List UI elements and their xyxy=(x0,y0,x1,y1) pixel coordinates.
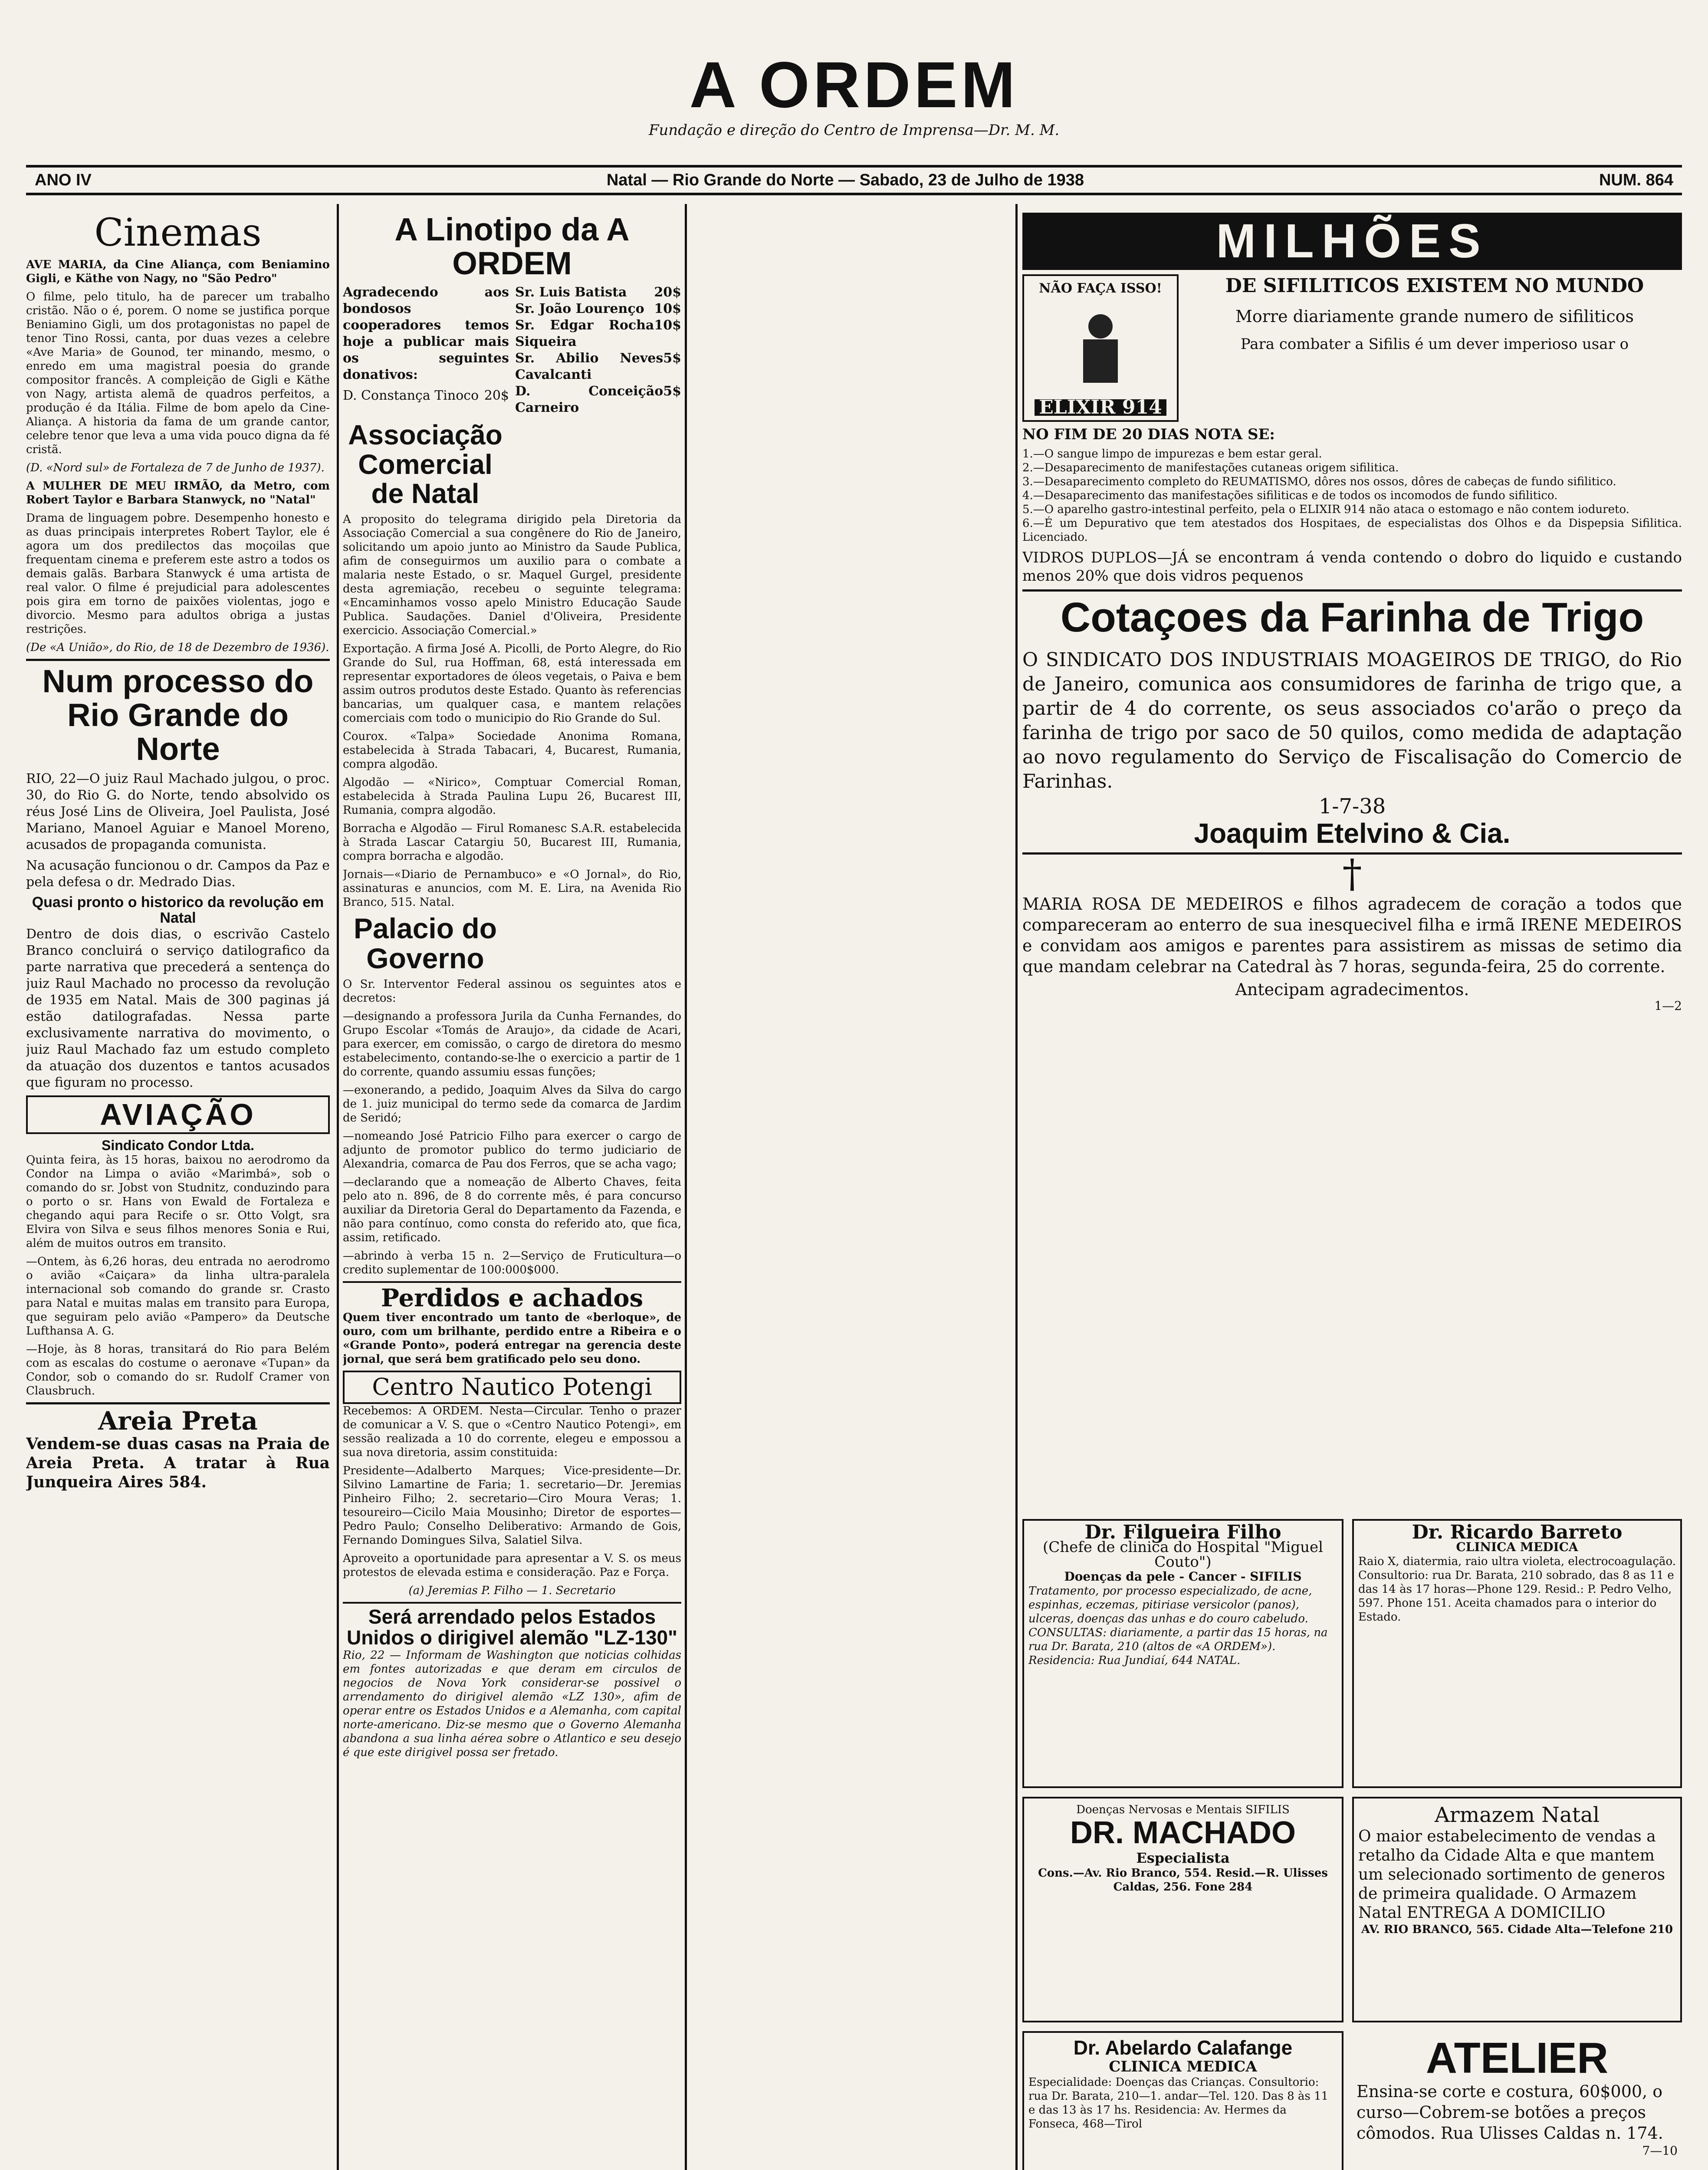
milhoes-banner: MILHÕES xyxy=(1022,213,1682,270)
donor-row xyxy=(343,388,509,404)
process-headline: Num processo do Rio Grande do Norte xyxy=(26,659,330,766)
ad-product: ELIXIR 914 xyxy=(1035,399,1166,416)
doctor-name: Dr. Ricardo Barreto xyxy=(1412,1521,1623,1543)
ad-list-item: 4.—Desaparecimento das manifestações sifiliticas e de todos os incomodos de fundo sifilitico. xyxy=(1022,489,1558,502)
donor-row xyxy=(515,317,681,350)
elixir-illustration xyxy=(1022,274,1179,422)
ad-list-item: 2.—Desaparecimento de manifestações cutaneas origem sifilitica. xyxy=(1022,461,1399,474)
ad-subheadline: Morre diariamente grande numero de sifiliticos xyxy=(1235,306,1634,326)
ad-list-item: 6.—É um Depurativo que tem atestados dos Hospitaes, de especialistas dos Olhos e da Dispepsia Sifilitica. Licenciado. xyxy=(1022,516,1682,544)
article-text: Rio, 22 — Informam de Washington que noticias colhidas em fontes autorizadas e que deram em circulos de negocios de Nova York considerar-se possivel o arrendamento do dirigivel alemão «LZ 130», afim de operar entre os Estados Unidos e a Alemanha, com capital norte-americano. Diz-se mesmo que o Governo Alemanha abandona a sua linha aérea sobre o Atlantico e seu desejo é que este dirigivel possa ser fretado. xyxy=(343,1648,681,1759)
issue-marker: 1—2 xyxy=(1654,999,1682,1013)
donor-name: Sr. Luis Batista xyxy=(515,285,627,300)
doctor-card xyxy=(1022,2031,1343,2170)
column-1 xyxy=(26,213,330,2170)
store-description: O maior estabelecimento de vendas a retalho da Cidade Alta e que mantem um selecionado sortimento de generos de primeira qualidade. O Armazem Natal ENTREGA A DOMICILIO xyxy=(1358,1828,1665,1922)
article-text: Presidente—Adalberto Marques; Vice-presidente—Dr. Silvino Lamartine de Faria; 1. secretario—Dr. Jeremias Pinheiro Filho; 2. secretario—Ciro Moura Veras; 1. tesoureiro—Cicilo Maia Mousinho; Diretor de esportes—Pedro Paulo; Conselho Deliberativo: Armando de Gois, Fernando Domingues Silva, Salatiel Silva. xyxy=(343,1464,681,1547)
store-address: AV. RIO BRANCO, 565. Cidade Alta—Telefone 210 xyxy=(1361,1923,1673,1936)
article-text: O Sr. Interventor Federal assinou os seguintes atos e decretos: xyxy=(343,977,681,1005)
classified-text: Vendem-se duas casas na Praia de Areia Preta. A tratar à Rua Junqueira Aires 584. xyxy=(26,1434,330,1491)
doctor-details: Cons.—Av. Rio Branco, 554. Resid.—R. Ulisses Caldas, 256. Fone 284 xyxy=(1038,1866,1328,1894)
article-text: Algodão — «Nirico», Comptuar Comercial Roman, estabelecida à Strada Paulina Lupu 26, Bucarest III, Rumania, compra algodão. xyxy=(343,776,681,817)
film-review-text: Drama de linguagem pobre. Desempenho honesto e as duas principais interpretes Robert Taylor, ele é agora um dos predilectos das moçoilas que frequentam cinema e preferem este astro a todos os demais galãs. Barbara Stanwyck é uma artista de real valor. O filme é prejudicial para adolescentes pois gira em torno de paixões violentas, jogo e divorcio. Mesmo para adultos obriga a justas restrições. xyxy=(26,512,330,636)
donor-value: 10$ xyxy=(654,301,681,317)
lost-found-heading: Perdidos e achados xyxy=(343,1281,681,1311)
ad-marker: 7—10 xyxy=(1642,2144,1678,2158)
donor-value: 20$ xyxy=(484,388,509,404)
atelier-heading: ATELIER xyxy=(1426,2034,1609,2082)
flour-notice: O SINDICATO DOS INDUSTRIAIS MOAGEIROS DE TRIGO, do Rio de Janeiro, comunica aos consumidores de farinha de trigo que, a partir de 4 do corrente, os seus associados co'arão o preço da farinha de trigo por saco de 50 quilos, como medida de adaptação ao novo regulamento do Serviço de Fiscalisação do Comercio de Farinhas. xyxy=(1022,649,1682,793)
donor-name: Sr. João Lourenço xyxy=(515,301,644,317)
article-text: Aproveito a oportunidade para apresentar a V. S. os meus protestos de elevada estima e consideração. Paz e Força. xyxy=(343,1552,681,1579)
notice-date: 1-7-38 xyxy=(1318,794,1386,819)
column-2 xyxy=(343,213,681,2170)
article-text: Exportação. A firma José A. Picolli, de Porto Alegre, do Rio Grande do Sul, rua Hoffman, 68, está interessada em representar exportadores de óleos vegetais, o Paiva e bem assim outros produtos deste Estado. Quanto às referencias bancarias, um qualquer casa, e mantem relações comerciais com todo o municipio do Rio Grande do Sul. xyxy=(343,642,681,725)
column-rule xyxy=(337,204,339,2170)
film-review-source: (D. «Nord sul» de Fortaleza de 7 de Junho de 1937). xyxy=(26,461,325,475)
doctor-specialty: Doenças Nervosas e Mentais SIFILIS xyxy=(1076,1803,1290,1816)
ad-list-title: NO FIM DE 20 DIAS NOTA SE: xyxy=(1022,425,1275,443)
classified-heading: Areia Preta xyxy=(26,1402,330,1434)
donor-value: 5$ xyxy=(663,384,681,399)
article-text: —abrindo à verba 15 n. 2—Serviço de Fruticultura—o credito suplementar de 100:000$000. xyxy=(343,1249,681,1276)
ads-grid xyxy=(1022,1519,1682,2170)
article-text: A proposito do telegrama dirigido pela Diretoria da Associação Comercial a sua congênere do Rio de Janeiro, solicitando um apoio junto ao Ministro da Saude Publica, afim de conseguirmos um auxilio para o combate a malaria neste Estado, o sr. Maquel Gurgel, presidente desta agremiação, recebeu o seguinte telegrama: «Encaminhamos vosso apelo Ministro Educação Saude Publica. Saudações. Daniel d'Oliveira, Presidente exercicio. Associação Comercial.» xyxy=(343,513,681,637)
donor-name: Sr. Edgar Rocha Siqueira xyxy=(515,318,654,350)
doctor-role: Especialista xyxy=(1136,1849,1230,1866)
donor-row xyxy=(515,350,681,383)
film-review-title: AVE MARIA, da Cine Aliança, com Beniamino Gigli, e Käthe von Nagy, no "São Pedro" xyxy=(26,258,330,286)
doctor-card xyxy=(1352,1519,1682,1788)
donor-value: 10$ xyxy=(654,318,681,333)
flour-heading: Cotaçoes da Farinha de Trigo xyxy=(1022,589,1682,640)
article-text: Jornais—«Diario de Pernambuco» e «O Jornal», do Rio, assinaturas e anuncios, com M. E. Lira, na Avenida Rio Branco, 515. Natal. xyxy=(343,868,681,909)
doctor-details: Raio X, diatermia, raio ultra violeta, electrocoagulação. Consultorio: rua Dr. Barata, 210 sobrado, das 8 as 11 e das 14 às 17 horas—Phone 129. Resid.: P. Pedro Velho, 597. Phone 151. Aceita chamados para o interior do Estado. xyxy=(1358,1555,1676,1624)
doctor-details: Tratamento, por processo especializado, de acne, espinhas, eczemas, pitiriase versicolor (panos), ulceras, doenças das unhas e do couro cabeludo. CONSULTAS: diariamente, a partir das 15 horas, na rua Dr. Barata, 210 (altos de «A ORDEM»). Residencia: Rua Jundiaí, 644 NATAL. xyxy=(1028,1585,1328,1667)
cinemas-heading: Cinemas xyxy=(94,213,262,255)
donor-row xyxy=(515,383,681,416)
film-review-text: O filme, pelo titulo, ha de parecer um trabalho cristão. Não o é, porem. O nome se justifica porque Beniamino Gigli, um dos protagonistas no papel de tenor Tino Rossi, canta, por duas vezes a celebre «Ave Maria» de Gounod, ter minando, mesmo, o enredo em uma magistral poesia do grande compositor francês. A compleição de Gigli e Käthe von Nagy, artista alemã de quadros perfeitos, a produção é da Itália. Filme de bom apelo da Cine-Aliança. A historia da fama de um grande cantor, celebre tenor que leva a uma vida pouco digna da fé cristã. xyxy=(26,290,330,457)
association-heading: Associação Comercial de Natal xyxy=(348,419,503,509)
doctor-role: (Chefe de clinica do Hospital "Miguel Couto") xyxy=(1042,1539,1324,1571)
article-text: Dentro de dois dias, o escrivão Castelo Branco concluirá o serviço datilografico da parte narrativa que precederá a sentença do juiz Raul Machado no processo da revolução de 1935 em Natal. Mais de 300 paginas já estão datilografadas. Nessa parte exclusivamente narrativa do movimento, o juiz Raul Machado faz um estudo completo da atuação dos duzentos e tantos acusados que figuram no processo. xyxy=(26,926,330,1090)
donor-row xyxy=(515,301,681,317)
ad-headline: DE SIFILITICOS EXISTEM NO MUNDO xyxy=(1225,274,1644,297)
store-card xyxy=(1352,1797,1682,2022)
cross-icon: † xyxy=(1022,852,1682,894)
dateline xyxy=(26,165,1682,195)
date-place: Natal — Rio Grande do Norte — Sabado, 23 de Julho de 1938 xyxy=(606,171,1084,189)
ad-text: Para combater a Sifilis é um dever imperioso usar o xyxy=(1240,335,1629,353)
ad-list-item: 1.—O sangue limpo de impurezas e bem estar geral. xyxy=(1022,447,1322,460)
newspaper-title: A ORDEM xyxy=(689,48,1019,121)
film-review-source: (De «A União», do Rio, de 18 de Dezembro de 1936). xyxy=(26,641,329,654)
donor-value: 5$ xyxy=(663,351,681,366)
article-text: —nomeando José Patricio Filho para exercer o cargo de adjunto de promotor publico do termo judiciario de Alexandria, comarca de Pau dos Ferros, que se acha vago; xyxy=(343,1129,681,1170)
column-rule xyxy=(1015,204,1018,2170)
column-rule xyxy=(685,204,687,2170)
article-text: Borracha e Algodão — Firul Romanesc S.A.R. estabelecida à Strada Lascar Catargiu 50, Bucarest III, Rumania, compra borracha e algodão. xyxy=(343,822,681,863)
donations-intro: Agradecendo aos bondosos cooperadores temos hoje a publicar mais os seguintes donativos: xyxy=(343,285,509,383)
atelier-ad xyxy=(1352,2031,1682,2170)
article-text: Courox. «Talpa» Sociedade Anonima Romana, estabelecida à Strada Tabacari, 4, Bucarest, Rumania, compra algodão. xyxy=(343,730,681,771)
article-text: RIO, 22—O juiz Raul Machado julgou, o proc. 30, do Rio G. do Norte, tendo absolvido os réus José Lins de Oliveira, Joel Paulista, José Mariano, Manoel Aguiar e Manoel Moreno, acusados de propaganda comunista. xyxy=(26,771,330,853)
article-text: Na acusação funcionou o dr. Campos da Paz e pela defesa o dr. Medrado Dias. xyxy=(26,858,330,890)
article-subheading: Quasi pronto o historico da revolução em Natal xyxy=(32,894,324,927)
atelier-text: Ensina-se corte e costura, 60$000, o curso—Cobrem-se botões a preços cômodos. Rua Ulisses Caldas n. 174. xyxy=(1357,2082,1663,2143)
article-text: —declarando que a nomeação de Alberto Chaves, feita pelo ato n. 896, de 8 do corrente mês, é para concurso auxiliar da Diretoria Geral do Departamento da Fazenda, e não para contínuo, como consta do referido ato, que fica, assim, retificado. xyxy=(343,1175,681,1244)
nautical-heading: Centro Nautico Potengi xyxy=(343,1371,681,1404)
spacer xyxy=(738,1076,1011,1081)
doctor-name: Dr. Filgueira Filho xyxy=(1084,1521,1281,1543)
donor-value: 20$ xyxy=(654,285,681,300)
man-figure-icon xyxy=(1057,309,1144,387)
obituary-text: MARIA ROSA DE MEDEIROS e filhos agradecem de coração a todos que compareceram ao enterro de sua inesquecivel filha e irmã IRENE MEDEIROS e convidam aos amigos e parentes para assistirem as missas de setimo dia que mandam celebrar na Catedral às 7 horas, segunda-feira, 25 do corrente. xyxy=(1022,894,1682,976)
ad-list-item: 5.—O aparelho gastro-intestinal perfeito, pela o ELIXIR 914 não ataca o estomago e não contem iodureto. xyxy=(1022,503,1629,516)
donor-name: D. Constança Tinoco xyxy=(343,388,479,404)
linotipo-heading: A Linotipo da A ORDEM xyxy=(394,213,630,281)
donor-name: Sr. Abilio Neves Cavalcanti xyxy=(515,351,663,383)
doctor-role: CLINICA MEDICA xyxy=(1109,2058,1257,2076)
ad-list-item: 3.—Desaparecimento completo do REUMATISMO, dôres nos ossos, dôres de cabeças de fundo sifilitico. xyxy=(1022,475,1616,488)
doctor-name: Dr. Abelardo Calafange xyxy=(1073,2036,1293,2059)
volume-label: ANO IV xyxy=(35,171,92,189)
signature: (a) Jeremias P. Filho — 1. Secretario xyxy=(408,1584,616,1598)
issue-number: NUM. 864 xyxy=(1599,171,1673,189)
article-text: —Ontem, às 6,26 horas, deu entrada no aerodromo o avião «Caiçara» da linha ultra-paralela internacional sob comando do grande sr. Crasto para Natal e muitas malas em transito para Europa, que seguiram pelo avião «Pampero» da Deutsche Lufthansa A. G. xyxy=(26,1255,330,1338)
article-text: Recebemos: A ORDEM. Nesta—Circular. Tenho o prazer de comunicar a V. S. que o «Centro Nautico Potengi», em sessão realizada a 10 do corrente, elegeu e empossou a sua nova diretoria, assim constituida: xyxy=(343,1404,681,1460)
donor-name: D. Conceição Carneiro xyxy=(515,384,663,416)
article-text: —Hoje, às 8 horas, transitará do Rio para Belém com as escalas do costume o aeronave «Tupan» da Condor, sob o comando do sr. Rudolf Cramer von Clausbruch. xyxy=(26,1342,330,1397)
article-text: —exonerando, a pedido, Joaquim Alves da Silva do cargo de 1. juiz municipal do termo sede da comarca de Jardim de Seridó; xyxy=(343,1083,681,1124)
masthead xyxy=(26,48,1682,174)
article-text: —designando a professora Jurila da Cunha Fernandes, do Grupo Escolar «Tomás de Araujo», da cidade de Acari, para exercer, em comissão, o cargo de diretora do mesmo estabelecimento, contando-se-lhe o exercicio a partir de 1 do corrente, quando assumiu essas funções; xyxy=(343,1009,681,1078)
doctor-details: Especialidade: Doenças das Crianças. Consultorio: rua Dr. Barata, 210—1. andar—Tel. 120. Das 8 às 11 e das 13 às 17 hs. Residencia: Av. Hermes da Fonseca, 468—Tirol xyxy=(1028,2076,1329,2131)
film-review-title: A MULHER DE MEU IRMÃO, da Metro, com Robert Taylor e Barbara Stanwyck, no "Natal" xyxy=(26,480,330,507)
doctor-specialty: Doenças da pele - Cancer - SIFILIS xyxy=(1064,1569,1302,1584)
ad-list xyxy=(1022,447,1682,544)
doctor-card xyxy=(1022,1797,1343,2022)
ad-tagline: NÃO FAÇA ISSO! xyxy=(1039,280,1162,296)
article-text: Quem tiver encontrado um tanto de «berloque», de ouro, com um brilhante, perdido entre a Ribeira e o «Grande Ponto», poderá entregar na gerencia deste jornal, que será bem gratificado pelo seu dono. xyxy=(343,1311,681,1366)
doctor-card xyxy=(1022,1519,1343,1788)
store-name: Armazem Natal xyxy=(1434,1803,1600,1827)
ad-footer: VIDROS DUPLOS—JÁ se encontram á venda contendo o dobro do liquido e custando menos 20% que dois vidros pequenos xyxy=(1022,549,1682,585)
palace-heading: Palacio do Governo xyxy=(353,912,497,975)
airship-heading: Será arrendado pelos Estados Unidos o dirigivel alemão "LZ-130" xyxy=(343,1602,681,1648)
donor-row xyxy=(515,284,681,301)
doctor-specialty: CLINICA MEDICA xyxy=(1456,1540,1578,1554)
aviation-heading: AVIAÇÃO xyxy=(26,1095,330,1134)
doctor-name: DR. MACHADO xyxy=(1070,1815,1296,1850)
obituary-closing: Antecipam agradecimentos. xyxy=(1235,980,1469,1000)
newspaper-subtitle: Fundação e direção do Centro de Imprensa—Dr. M. M. xyxy=(648,122,1060,139)
article-text: Quinta feira, às 15 horas, baixou no aerodromo da Condor na Limpa o avião «Marimbá», sob o comando do sr. Jobst von Studnitz, conduzindo para o porto o sr. Hans von Ewald de Fortaleza e chegando aqui para Recife o sr. Otto Volgt, sra Elvira von Silva e seus filhos menores Sonia e Rui, além de muitos outros em transito. xyxy=(26,1153,330,1250)
notice-signature: Joaquim Etelvino & Cia. xyxy=(1194,818,1511,849)
aviation-subheading: Sindicato Condor Ltda. xyxy=(102,1138,254,1154)
